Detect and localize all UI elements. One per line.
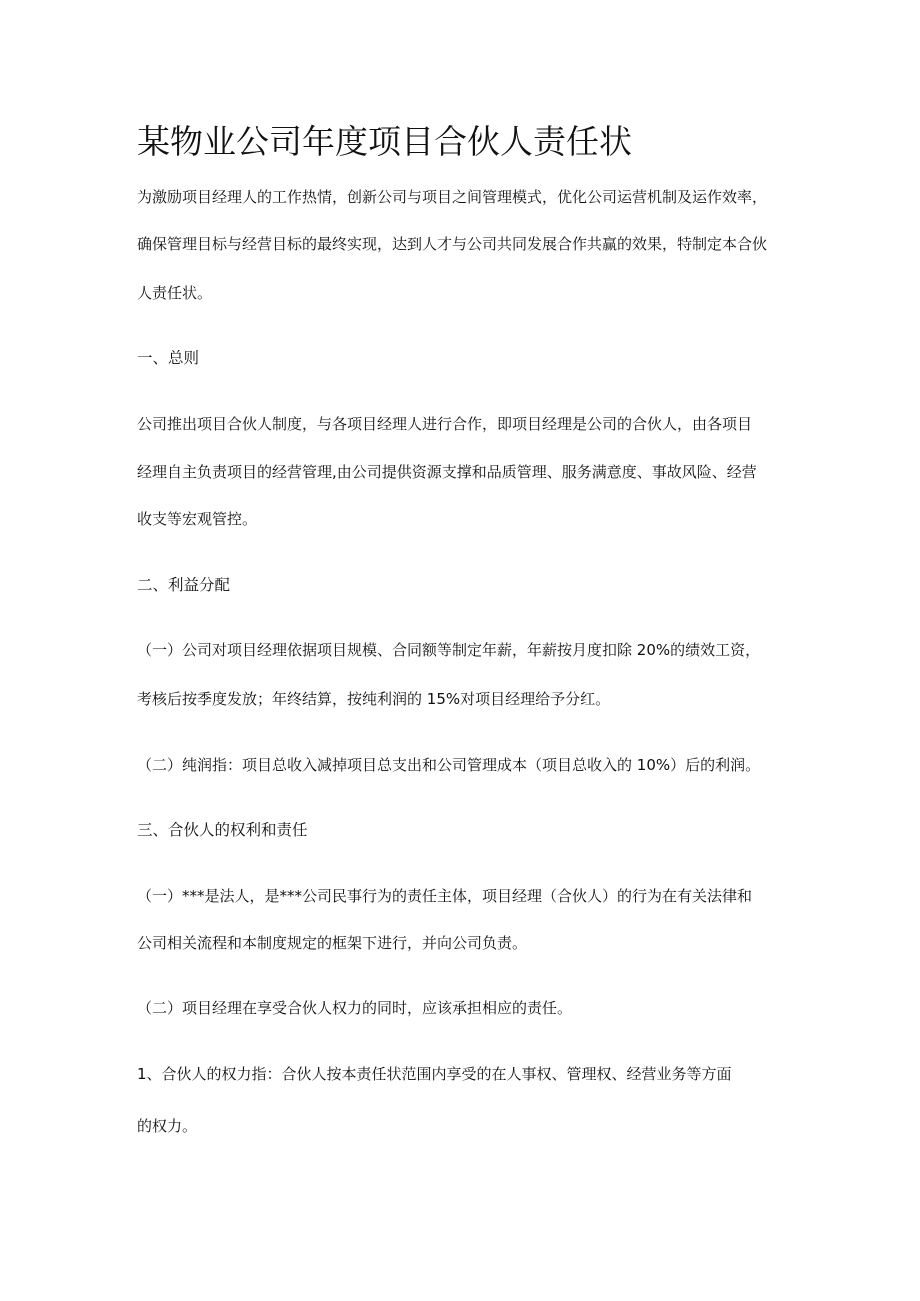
intro-line-3: 人责任状。: [137, 284, 213, 302]
section2-heading: 二、利益分配: [137, 576, 231, 594]
section3-heading: 三、合伙人的权利和责任: [137, 821, 308, 839]
section3-point1-line-1: 1、合伙人的权力指：合伙人按本责任状范围内享受的在人事权、管理权、经营业务等方面: [137, 1065, 732, 1083]
section2-item1-line-1: （一）公司对项目经理依据项目规模、合同额等制定年薪，年薪按月度扣除 20%的绩效工资，: [137, 641, 761, 659]
section3-item1-line-1: （一）***是法人，是***公司民事行为的责任主体，项目经理（合伙人）的行为在有关法律和: [137, 887, 753, 905]
intro-line-1: 为激励项目经理人的工作热情，创新公司与项目之间管理模式，优化公司运营机制及运作效率，: [137, 188, 768, 206]
section2-item1-line-2: 考核后按季度发放；年终结算，按纯利润的 15%对项目经理给予分红。: [137, 690, 611, 708]
intro-line-2: 确保管理目标与经营目标的最终实现，达到人才与公司共同发展合作共赢的效果，特制定本合伙: [137, 235, 768, 253]
document-title: 某物业公司年度项目合伙人责任状: [137, 122, 632, 161]
section3-point1-line-2: 的权力。: [137, 1117, 198, 1135]
section3-item2-line-1: （二）项目经理在享受合伙人权力的同时，应该承担相应的责任。: [137, 999, 573, 1017]
section1-heading: 一、总则: [137, 349, 200, 367]
section1-line-3: 收支等宏观管控。: [137, 510, 258, 528]
section1-line-1: 公司推出项目合伙人制度，与各项目经理人进行合作，即项目经理是公司的合伙人，由各项目: [137, 415, 753, 433]
section2-item2-line-1: （二）纯润指：项目总收入减掉项目总支出和公司管理成本（项目总收入的 10%）后的利润。: [137, 756, 761, 774]
section1-line-2: 经理自主负责项目的经营管理,由公司提供资源支撑和品质管理、服务满意度、事故风险、经营: [137, 463, 757, 481]
section3-item1-line-2: 公司相关流程和本制度规定的框架下进行，并向公司负责。: [137, 934, 528, 952]
